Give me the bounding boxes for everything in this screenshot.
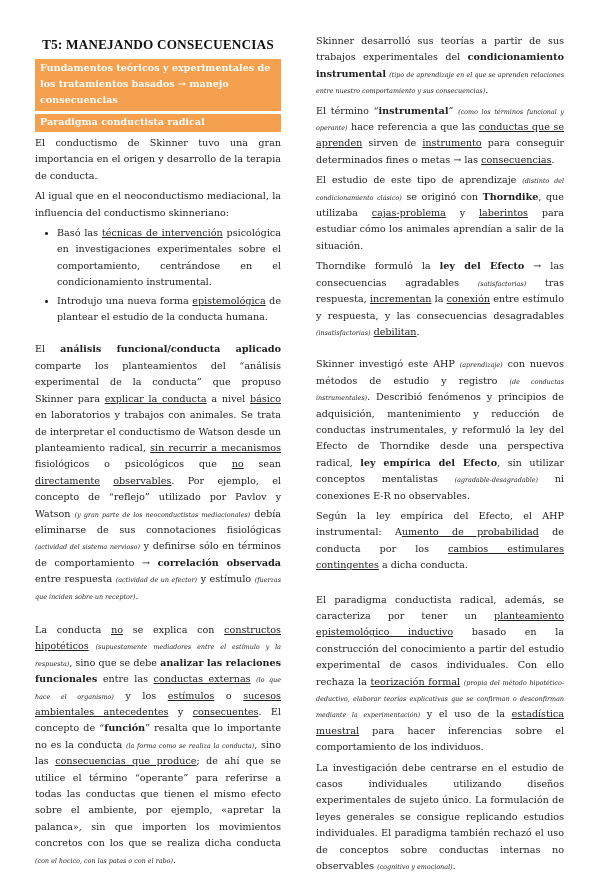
bullet-list: [35, 226, 281, 326]
paragraph: Skinner investigó este AHP (aprendizaje) con nuevos métodos de estudio y registro (de conductas instrumentales). Describió fenómenos y principios de adquisición, mantenimiento y reducción de conductas instrumentales, y reformuló la ley del Efecto de Thorndike desde una perspectiva radical, ley empírica del Efecto, sin utilizar conceptos mentalistas (agradable-desagradable) ni conexiones E-R no observables.: [316, 359, 565, 502]
paragraph: Al igual que en el neoconductismo mediacional, la influencia del conductismo skinneriano:: [35, 191, 281, 219]
paragraph: Skinner desarrolló sus teorías a partir de sus trabajos experimentales del condicionamiento instrumental (tipo de aprendizaje en el que se aprenden relaciones entre nuestro comportamiento y sus consecuencias).: [316, 36, 564, 97]
page-title: T5: MANEJANDO CONSECUENCIAS: [42, 37, 274, 52]
left-column: [35, 34, 281, 873]
paragraph: El paradigma conductista radical, además, se caracteriza por tener un planteamiento epistemológico inductivo basado en la construcción del conocimiento a partir del estudio experimental de casos individuales. Con ello rechaza la teorización formal (propia del método hipotético-deductivo, elaborar teorías explicativas que se confirman o desconfirman mediante la experimentación) y el uso de la estadística muestral para hacer inferencias sobre el comportamiento de los individuos.: [316, 594, 564, 754]
paragraph: La conducta no se explica con constructos hipotéticos (supuestamente mediadores entre el estímulo y la respuesta), sino que se debe analizar las relaciones funcionales entre las conductas externas (lo que hace el organismo) y los estímulos o sucesos ambientales antecedentes y consecuentes. El concepto de “función” resalta que lo importante no es la conducta (la forma como se realiza la conducta), sino las consecuencias que produce; de ahí que se utilice el término “operante” para referirse a todas las conductas que tienen el mismo efecto sobre el ambiente, por ejemplo, «apretar la palanca», sin que importen los movimientos concretos con los que se realiza dicha conducta (con el hocico, con las patas o con el rabo).: [35, 624, 282, 866]
list-item: • Basó las técnicas de intervención psicológica en investigaciones experimentales sobre el comportamiento, centrándose en el condicionamiento instrumental.: [57, 226, 281, 292]
right-column: [316, 34, 564, 880]
paragraph: Según la ley empírica del Efecto, el AHP instrumental: Aumento de probabilidad de conducta por los cambios estimulares contingentes a dicha conducta.: [316, 510, 564, 572]
paragraph: Thorndike formuló la ley del Efecto → las consecuencias agradables (satisfactorias) tras respuesta, incrementan la conexión entre estímulo y respuesta, y las consecuencias desagradables (insatisfactorias) debilitan.: [316, 261, 564, 338]
paragraph: El estudio de este tipo de aprendizaje (distinto del condicionamiento clásico) se originó con Thorndike, que utilizaba cajas-problema y laberintos para estudiar cómo los animales aprendían a salir de la situación.: [316, 175, 565, 252]
list-item: • Introdujo una nueva forma epistemológica de plantear el estudio de la conducta humana.: [57, 294, 281, 327]
paragraph: El conductismo de Skinner tuvo una gran importancia en el origen y desarrollo de la terapia de conducta.: [35, 138, 281, 182]
subsection-banner: Paradigma conductista radical: [35, 114, 281, 132]
paragraph: La investigación debe centrarse en el estudio de casos individuales utilizando diseños experimentales de sujeto único. La formulación de leyes generales se consigue replicando estudios individuales. El paradigma también rechazó el uso de conceptos sobre conductas internas no observables (cognitivo y emocional).: [316, 762, 564, 873]
paragraph: El término “instrumental” (como los términos funcional y operante) hace referencia a que las conductas que se aprenden sirven de instrumento para conseguir determinados fines o metas → las consecuencias.: [316, 105, 565, 166]
section-banner: Fundamentos teóricos y experimentales de los tratamientos basados → manejo consecuencias: [35, 59, 281, 111]
paragraph: El análisis funcional/conducta aplicado comparte los planteamientos del “análisis experimental de la conducta” que propuso Skinner para explicar la conducta a nivel básico en laboratorios y trabajos con animales. Se trata de interpretar el conductismo de Watson desde un planteamiento radical, sin recurrir a mecanismos fisiológicos o psicológicos que no sean directamente observables. Por ejemplo, el concepto de “reflejo” utilizado por Pavlov y Watson (y gran parte de los neoconductistas mediacionales) debía eliminarse de sus connotaciones fisiológicas (actividad del sistema nervioso) y definirse sólo en términos de comportamiento → correlación observada entre respuesta (actividad de un efector) y estímulo (fuerzas que inciden sobre un receptor).: [35, 344, 282, 602]
